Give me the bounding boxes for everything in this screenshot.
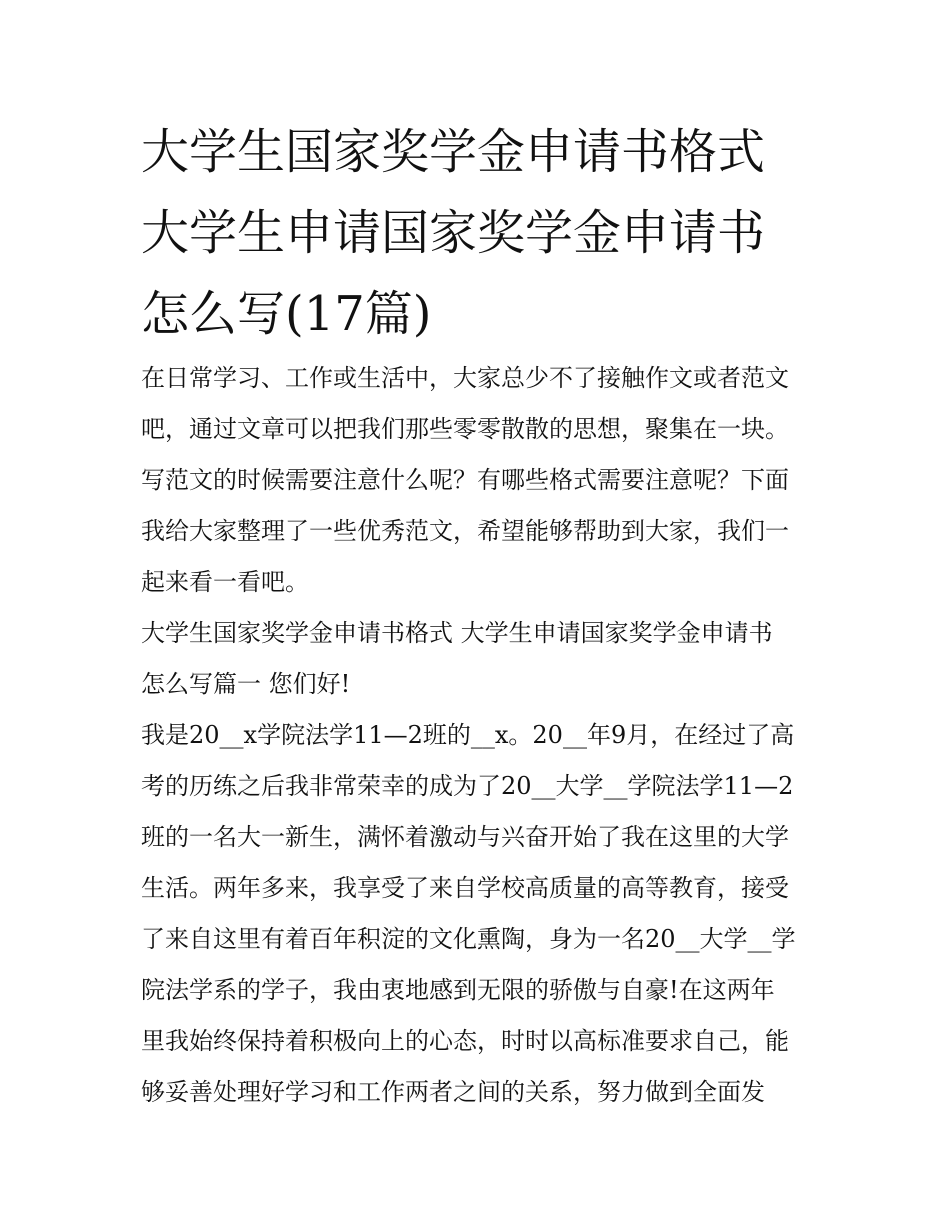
document-body <box>141 353 817 1118</box>
paragraph-line: 考的历练之后我非常荣幸的成为了20__大学__学院法学11—2 <box>141 772 794 800</box>
intro-line: 写范文的时候需要注意什么呢？有哪些格式需要注意呢？下面 <box>141 466 789 494</box>
intro-line: 我给大家整理了一些优秀范文，希望能够帮助到大家，我们一 <box>141 517 789 545</box>
paragraph-line: 我是20__x学院法学11—2班的__x。20__年9月，在经过了高 <box>141 721 795 749</box>
paragraph-line: 了来自这里有着百年积淀的文化熏陶，身为一名20__大学__学 <box>141 925 796 953</box>
intro-line: 在日常学习、工作或生活中，大家总少不了接触作文或者范文 <box>141 364 789 392</box>
paragraph-line: 里我始终保持着积极向上的心态，时时以高标准要求自己，能 <box>141 1027 789 1055</box>
application-paragraph <box>141 710 817 1118</box>
title-line: 大学生国家奖学金申请书格式 <box>141 124 766 180</box>
paragraph-line: 班的一名大一新生，满怀着激动与兴奋开始了我在这里的大学 <box>141 823 789 851</box>
section-heading-line: 怎么写篇一 您们好! <box>141 670 351 698</box>
intro-line: 吧，通过文章可以把我们那些零零散散的思想，聚集在一块。 <box>141 415 789 443</box>
paragraph-line: 够妥善处理好学习和工作两者之间的关系，努力做到全面发 <box>141 1078 765 1106</box>
title-line: 大学生申请国家奖学金申请书 <box>141 205 766 261</box>
section-heading-line: 大学生国家奖学金申请书格式 大学生申请国家奖学金申请书 <box>141 619 773 647</box>
title-line: 怎么写(17篇) <box>141 286 432 342</box>
intro-paragraph <box>141 353 817 608</box>
document-title <box>141 112 821 355</box>
intro-line: 起来看一看吧。 <box>141 568 309 596</box>
paragraph-line: 院法学系的学子，我由衷地感到无限的骄傲与自豪!在这两年 <box>141 976 775 1004</box>
paragraph-line: 生活。两年多来，我享受了来自学校高质量的高等教育，接受 <box>141 874 789 902</box>
section-heading <box>141 608 817 710</box>
